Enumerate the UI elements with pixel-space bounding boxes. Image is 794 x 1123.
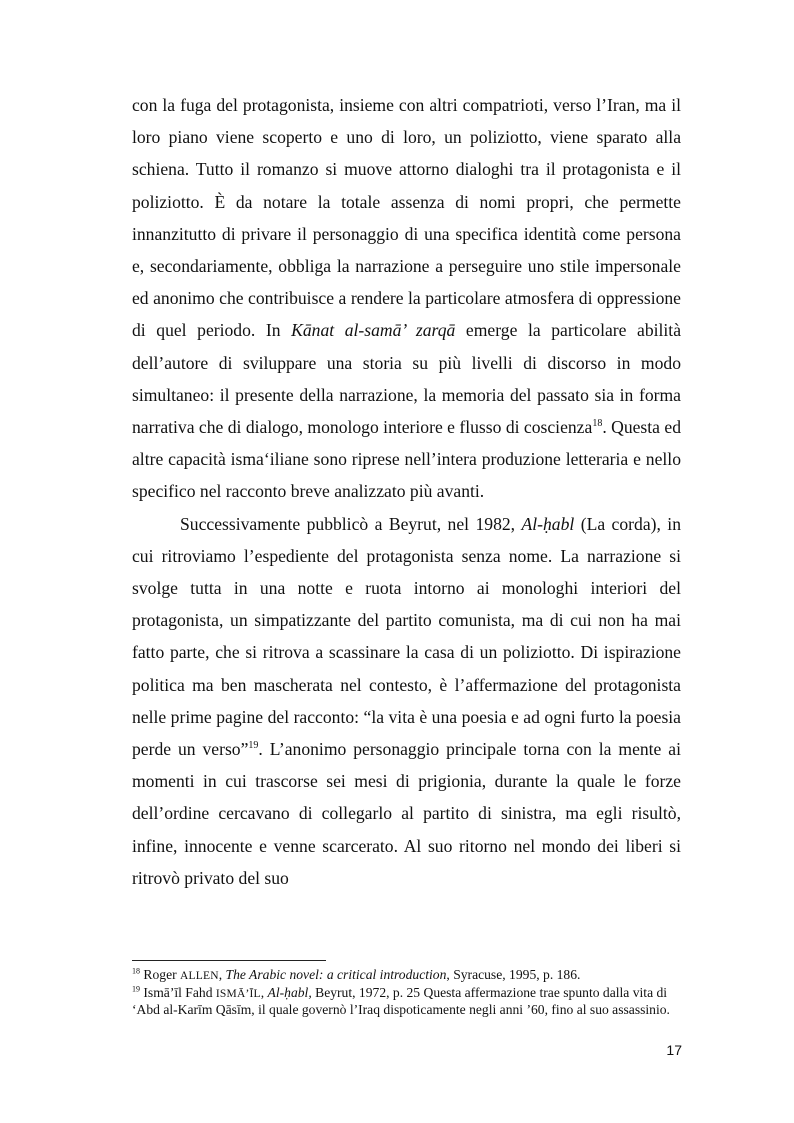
footnote-author-surname: ISMĀ’ĪL	[215, 988, 261, 1001]
footnote-reference[interactable]: 19	[248, 740, 259, 752]
footnote-separator-text: ,	[260, 985, 268, 1001]
footnote-19	[132, 985, 681, 1018]
paragraph-2	[132, 508, 681, 894]
paragraph-text: Successivamente pubblicò a Beyrut, nel 1982,	[180, 513, 522, 534]
footnote-number: 19	[132, 984, 140, 994]
book-title: Kānat al-samā’ zarqā	[291, 320, 456, 341]
paragraph-text: con la fuga del protagonista, insieme con altri compatrioti, verso l’Iran, ma il loro piano viene scoperto e uno di loro, un poliziotto, viene sparato alla schiena. Tutto il romanzo si muove attorno dialoghi tra il protagonista e il poliziotto. È da notare la totale assenza di nomi propri, che permette innanzitutto di privare il personaggio di una specifica identità come persona e, secondariamente, obbliga la narrazione a perseguire uno stile impersonale ed anonimo che contribuisce a rendere la particolare atmosfera di oppressione di quel periodo. In	[132, 95, 681, 341]
footnote-number: 18	[132, 966, 140, 976]
footnote-title: Al-ḥabl,	[267, 985, 312, 1001]
footnote-reference[interactable]: 18	[592, 418, 603, 430]
footnote-author: Ismā’īl Fahd	[143, 985, 216, 1001]
footnote-author: Roger	[143, 967, 181, 982]
paragraph-text: emerge la particolare abilità dell’autore di sviluppare una storia su più livelli di discorso in modo simultaneo: il presente della narrazione, la memoria del passato sia in forma narrativa che di dialogo, monologo interiore e flusso di coscienza	[132, 320, 682, 438]
paragraph-1	[132, 89, 681, 508]
paragraph-text: . Questa ed altre capacità isma‘iliane sono riprese nell’intera produzione letteraria e nello specifico nel racconto breve analizzato più avanti.	[132, 417, 681, 502]
page-number: 17	[666, 1042, 682, 1058]
footnote-text: Beyrut, 1972, p. 25 Questa affermazione trae spunto dalla vita di ‘Abd al-Karīm Qāsīm, il quale governò l’Iraq dispoticamente negli anni ’60, fino al suo assassinio.	[132, 985, 670, 1018]
paragraph-text: (La corda), in cui ritroviamo l’espediente del protagonista senza nome. La narrazione si svolge tutta in una notte e ruota intorno ai monologhi interiori del protagonista, un simpatizzante del partito comunista, ma di cui non ha mai fatto parte, che si ritrova a scassinare la casa di un poliziotto. Di ispirazione politica ma ben mascherata nel contesto, è l’affermazione del protagonista nelle prime pagine del racconto: “la vita è una poesia e ad ogni furto la poesia perde un verso”	[132, 513, 681, 760]
footnote-title: The Arabic novel: a critical introduction	[225, 967, 447, 982]
footnote-text: , Syracuse, 1995, p. 186.	[446, 967, 581, 982]
footnotes	[132, 967, 681, 1020]
book-title: Al-ḥabl	[521, 513, 575, 534]
footnote-author-surname: ALLEN	[180, 970, 219, 982]
body-text	[132, 89, 681, 894]
footnote-separator-text: ,	[218, 967, 226, 982]
footnote-18	[132, 967, 681, 984]
paragraph-text: . L’anonimo personaggio principale torna con la mente ai momenti in cui trascorse sei mesi di prigionia, durante la quale le forze dell’ordine cercavano di collegarlo al partito di sinistra, ma egli risultò, infine, innocente e venne scarcerato. Al suo ritorno nel mondo dei liberi si ritrovò privato del suo	[132, 739, 681, 888]
footnote-separator	[132, 960, 326, 961]
